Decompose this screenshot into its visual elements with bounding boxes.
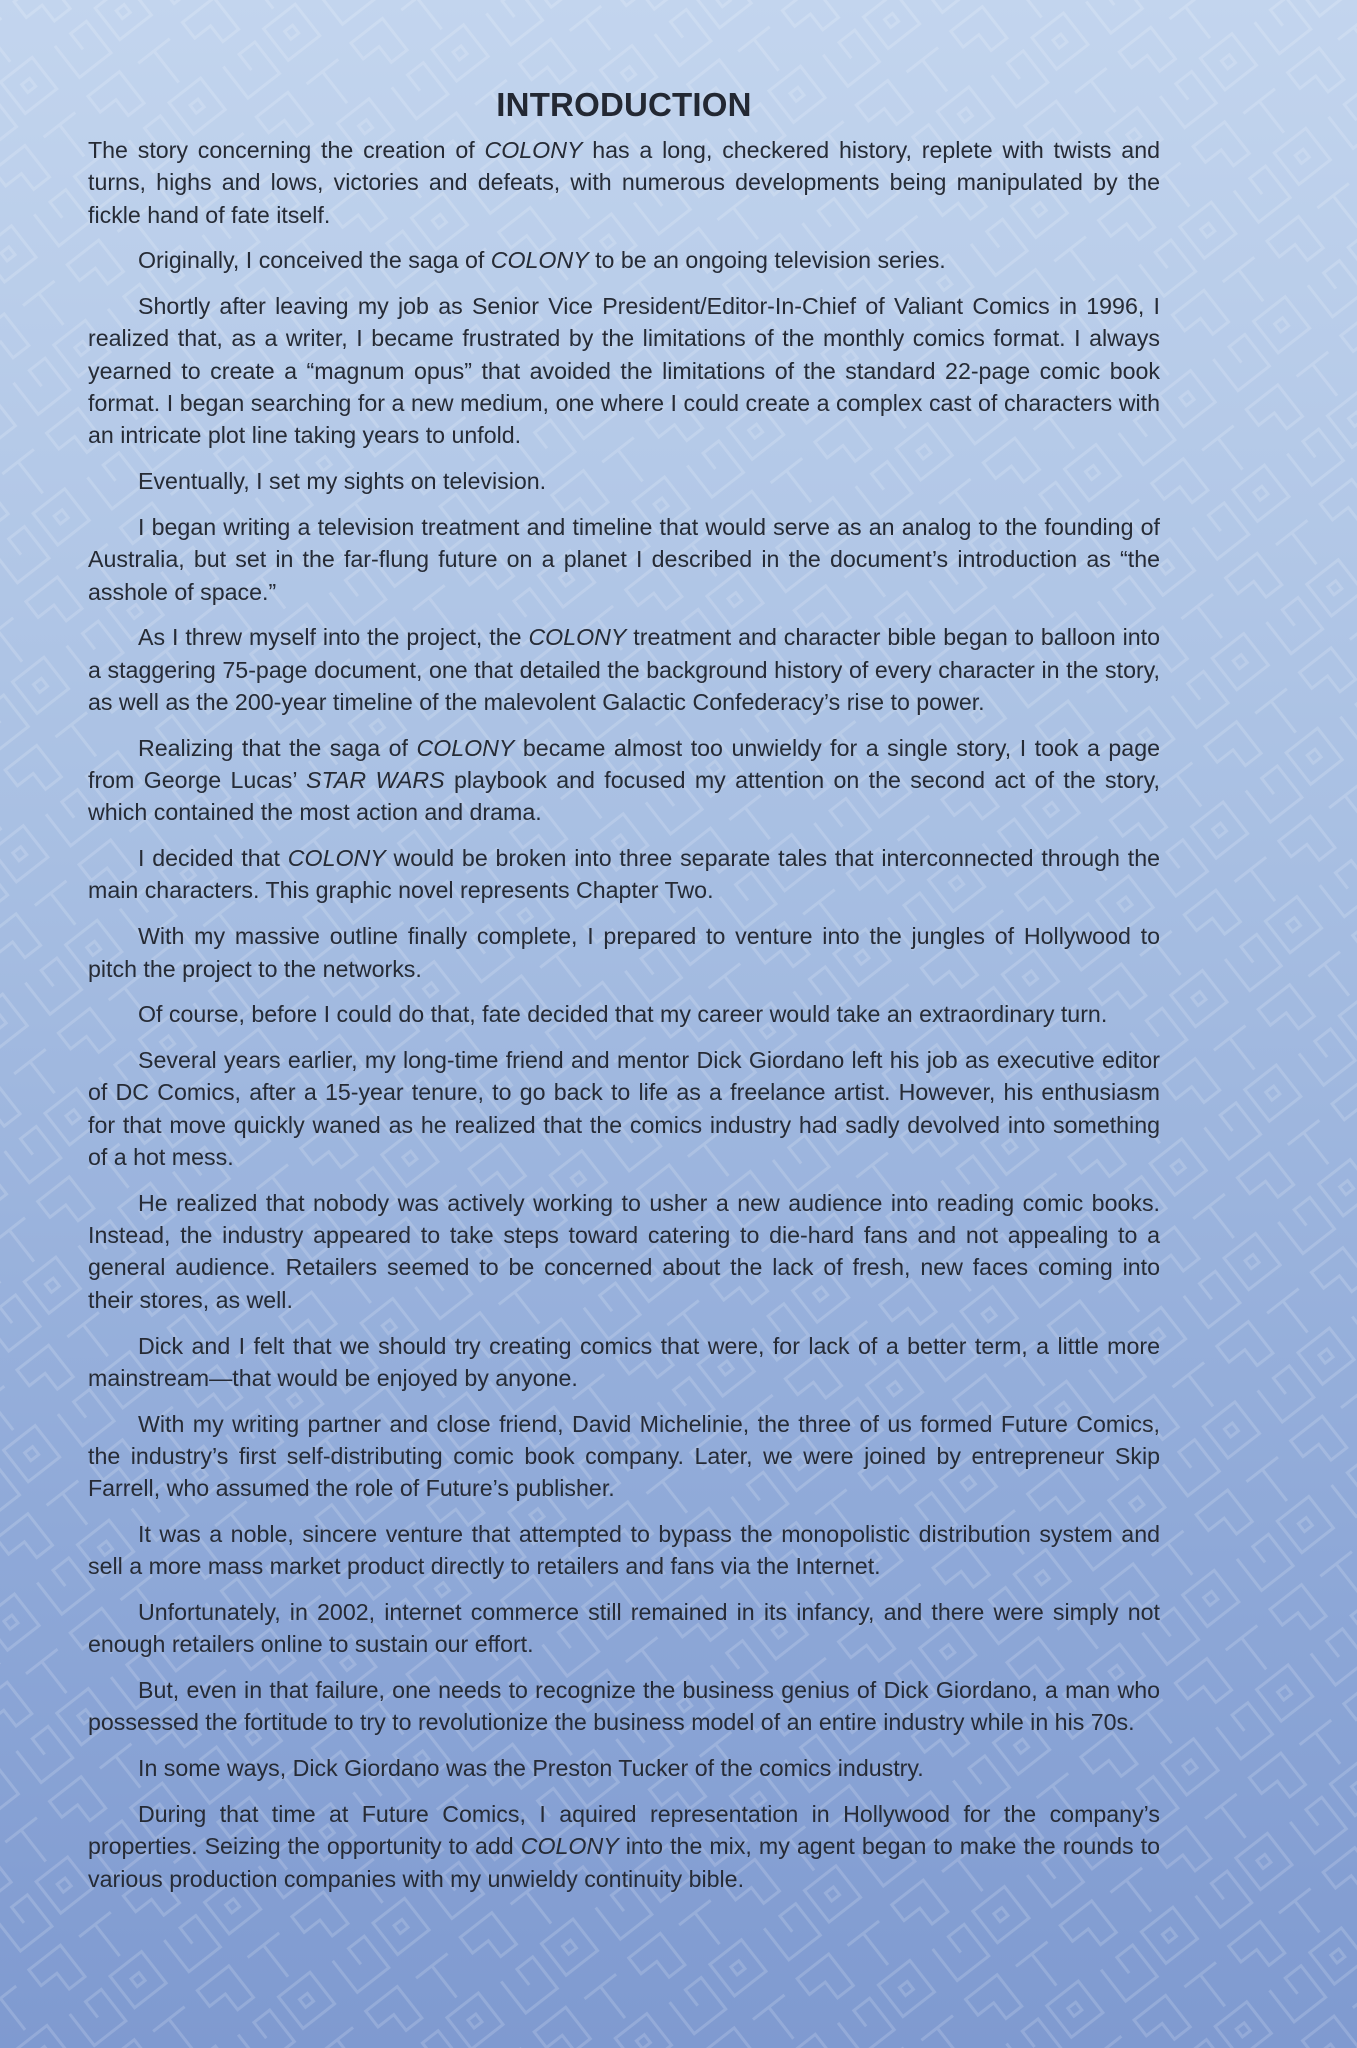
paragraph-18: In some ways, Dick Giordano was the Preston Tucker of the comics industry.	[138, 1755, 924, 1782]
paragraph-13: Dick and I felt that we should try creating comics that were, for lack of a better term, a little more mainstream—that would be enjoyed by anyone.	[88, 1332, 1160, 1391]
paragraph-11: Several years earlier, my long-time friend and mentor Dick Giordano left his job as executive editor of DC Comics, after a 15-year tenure, to go back to life as a freelance artist. However, his enthusiasm for that move quickly waned as he realized that the comics industry had sadly devolved into something of a hot mess.	[88, 1047, 1160, 1171]
paragraph-3: Shortly after leaving my job as Senior Vice President/Editor-In-Chief of Valiant Comics in 1996, I realized that, as a writer, I became frustrated by the limitations of the monthly comics format. I always yearned to create a “magnum opus” that avoided the limitations of the standard 22-page comic book format. I began searching for a new medium, one where I could create a complex cast of characters with an intricate plot line taking years to unfold.	[88, 293, 1160, 449]
paragraph-4: Eventually, I set my sights on television.	[138, 468, 547, 495]
paragraph-2: Originally, I conceived the saga of COLONY to be an ongoing television series.	[138, 247, 946, 274]
paragraph-1: The story concerning the creation of COLONY has a long, checkered history, replete with twists and turns, highs and lows, victories and defeats, with numerous developments being manipulated by the fickle hand of fate itself.	[88, 137, 1160, 228]
paragraph-17: But, even in that failure, one needs to recognize the business genius of Dick Giordano, a man who possessed the fortitude to try to revolutionize the business model of an entire industry while in his 70s.	[88, 1677, 1160, 1736]
paragraph-8: I decided that COLONY would be broken into three separate tales that interconnected through the main characters. This graphic novel represents Chapter Two.	[88, 845, 1161, 904]
paragraph-10: Of course, before I could do that, fate decided that my career would take an extraordinary turn.	[138, 1001, 1108, 1028]
paragraph-6: As I threw myself into the project, the COLONY treatment and character bible began to balloon into a staggering 75-page document, one that detailed the background history of every character in the story, as well as the 200-year timeline of the malevolent Galactic Confederacy’s rise to power.	[88, 624, 1160, 715]
paragraph-19: During that time at Future Comics, I aquired representation in Hollywood for the company’s properties. Seizing the opportunity to add COLONY into the mix, my agent began to make the rounds to various production companies with my unwieldy continuity bible.	[88, 1801, 1160, 1892]
paragraph-5: I began writing a television treatment and timeline that would serve as an analog to the founding of Australia, but set in the far-flung future on a planet I described in the document’s introduction as “the asshole of space.”	[88, 513, 1160, 605]
paragraph-16: Unfortunately, in 2002, internet commerce still remained in its infancy, and there were simply not enough retailers online to sustain our effort.	[88, 1599, 1160, 1658]
introduction-page	[88, 86, 1160, 1908]
paragraph-12: He realized that nobody was actively working to usher a new audience into reading comic books. Instead, the industry appeared to take steps toward catering to die-hard fans and not appealing to a general audience. Retailers seemed to be concerned about the lack of fresh, new faces coming into their stores, as well.	[88, 1189, 1160, 1313]
paragraph-9: With my massive outline finally complete, I prepared to venture into the jungles of Hollywood to pitch the project to the networks.	[88, 923, 1160, 982]
paragraph-14: With my writing partner and close friend, David Michelinie, the three of us formed Future Comics, the industry’s first self-distributing comic book company. Later, we were joined by entrepreneur Skip Farrell, who assumed the role of Future’s publisher.	[88, 1410, 1160, 1502]
paragraph-7: Realizing that the saga of COLONY became almost too unwieldy for a single story, I took a page from George Lucas’ STAR WARS playbook and focused my attention on the second act of the story, which contained the most action and drama.	[88, 734, 1160, 826]
page-title: INTRODUCTION	[496, 86, 752, 123]
paragraph-15: It was a noble, sincere venture that attempted to bypass the monopolistic distribution system and sell a more mass market product directly to retailers and fans via the Internet.	[88, 1520, 1160, 1580]
